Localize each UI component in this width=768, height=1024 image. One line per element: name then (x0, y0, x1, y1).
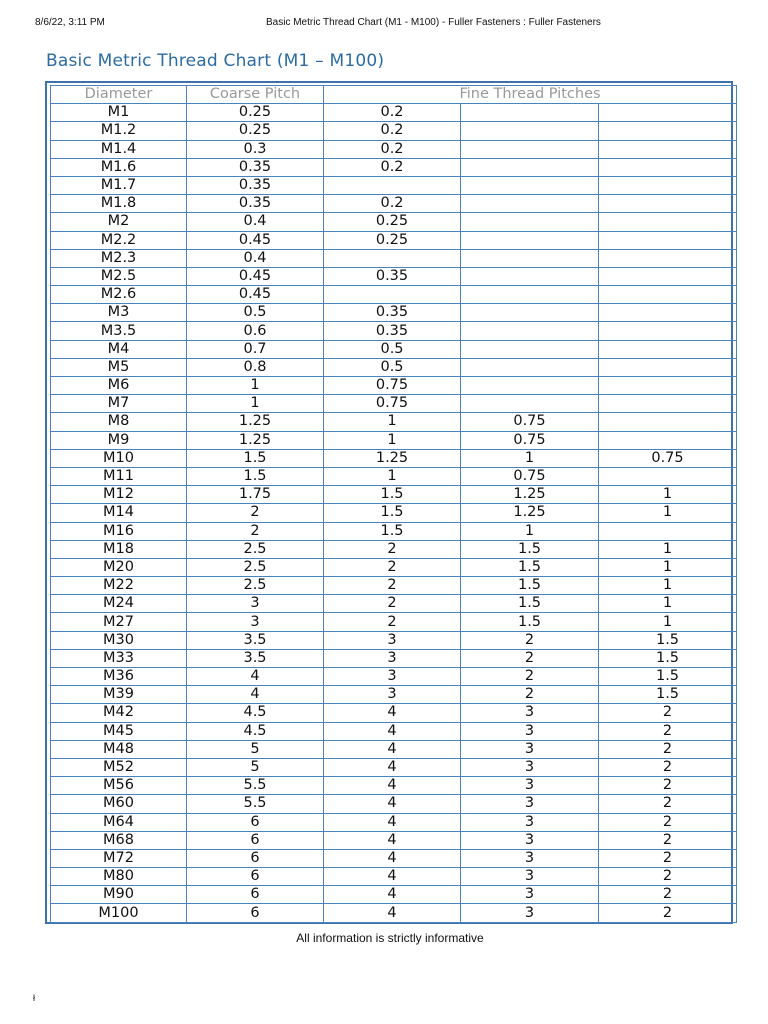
cell-fine-pitch-2 (461, 122, 599, 140)
cell-fine-pitch-1: 4 (324, 886, 461, 904)
cell-fine-pitch-2: 0.75 (461, 413, 599, 431)
cell-fine-pitch-1: 0.25 (324, 213, 461, 231)
cell-diameter: M30 (51, 631, 187, 649)
cell-coarse-pitch: 2.5 (187, 540, 324, 558)
table-row (51, 104, 737, 122)
cell-fine-pitch-1: 0.35 (324, 267, 461, 285)
table-row (51, 358, 737, 376)
cell-coarse-pitch: 1.5 (187, 449, 324, 467)
cell-fine-pitch-1: 4 (324, 849, 461, 867)
cell-fine-pitch-3: 2 (599, 722, 737, 740)
cell-fine-pitch-1: 0.5 (324, 358, 461, 376)
table-row (51, 504, 737, 522)
cell-fine-pitch-3 (599, 304, 737, 322)
footer-note: All information is strictly informative (296, 931, 484, 945)
cell-fine-pitch-1: 4 (324, 813, 461, 831)
cell-fine-pitch-3: 2 (599, 849, 737, 867)
cell-fine-pitch-1: 3 (324, 649, 461, 667)
cell-fine-pitch-2 (461, 340, 599, 358)
cell-diameter: M16 (51, 522, 187, 540)
cell-fine-pitch-3 (599, 249, 737, 267)
table-row (51, 540, 737, 558)
cell-fine-pitch-1: 4 (324, 777, 461, 795)
cell-fine-pitch-1: 4 (324, 704, 461, 722)
cell-diameter: M72 (51, 849, 187, 867)
corner-mark: ł (33, 993, 35, 1003)
cell-fine-pitch-2 (461, 304, 599, 322)
cell-fine-pitch-2: 1 (461, 522, 599, 540)
cell-diameter: M80 (51, 868, 187, 886)
cell-fine-pitch-3 (599, 122, 737, 140)
table-row (51, 176, 737, 194)
cell-fine-pitch-3: 1 (599, 558, 737, 576)
cell-fine-pitch-3 (599, 467, 737, 485)
cell-diameter: M1.8 (51, 195, 187, 213)
page-title: Basic Metric Thread Chart (M1 – M100) (46, 51, 385, 71)
cell-fine-pitch-1: 4 (324, 722, 461, 740)
cell-coarse-pitch: 0.35 (187, 158, 324, 176)
cell-coarse-pitch: 1 (187, 377, 324, 395)
cell-fine-pitch-3 (599, 158, 737, 176)
cell-coarse-pitch: 0.4 (187, 249, 324, 267)
cell-fine-pitch-2 (461, 158, 599, 176)
table-row (51, 158, 737, 176)
cell-diameter: M90 (51, 886, 187, 904)
cell-fine-pitch-2: 1.5 (461, 595, 599, 613)
cell-coarse-pitch: 2.5 (187, 577, 324, 595)
cell-fine-pitch-1: 0.75 (324, 377, 461, 395)
cell-fine-pitch-2: 3 (461, 758, 599, 776)
cell-fine-pitch-2 (461, 195, 599, 213)
cell-coarse-pitch: 1.5 (187, 467, 324, 485)
cell-coarse-pitch: 0.8 (187, 358, 324, 376)
header-fine-thread-pitches: Fine Thread Pitches (324, 86, 737, 104)
table-body (51, 104, 737, 922)
cell-fine-pitch-2: 3 (461, 904, 599, 922)
table-row (51, 304, 737, 322)
table-row (51, 286, 737, 304)
cell-coarse-pitch: 4 (187, 668, 324, 686)
cell-fine-pitch-1: 1.5 (324, 522, 461, 540)
cell-fine-pitch-2: 3 (461, 777, 599, 795)
cell-coarse-pitch: 6 (187, 813, 324, 831)
cell-diameter: M42 (51, 704, 187, 722)
cell-fine-pitch-1: 0.2 (324, 122, 461, 140)
cell-fine-pitch-2: 1.5 (461, 613, 599, 631)
cell-fine-pitch-3: 1 (599, 540, 737, 558)
cell-fine-pitch-1 (324, 286, 461, 304)
cell-fine-pitch-1: 0.2 (324, 158, 461, 176)
cell-fine-pitch-2: 1 (461, 449, 599, 467)
cell-fine-pitch-3 (599, 358, 737, 376)
cell-fine-pitch-3: 2 (599, 758, 737, 776)
table-row (51, 813, 737, 831)
table-row (51, 449, 737, 467)
cell-fine-pitch-2: 3 (461, 813, 599, 831)
cell-diameter: M6 (51, 377, 187, 395)
cell-fine-pitch-2: 3 (461, 795, 599, 813)
cell-fine-pitch-2: 3 (461, 849, 599, 867)
cell-fine-pitch-3: 1 (599, 486, 737, 504)
cell-diameter: M68 (51, 831, 187, 849)
cell-coarse-pitch: 3.5 (187, 649, 324, 667)
cell-fine-pitch-2: 0.75 (461, 467, 599, 485)
cell-fine-pitch-1: 1 (324, 413, 461, 431)
cell-coarse-pitch: 5 (187, 758, 324, 776)
cell-fine-pitch-3 (599, 104, 737, 122)
cell-fine-pitch-3 (599, 231, 737, 249)
cell-diameter: M45 (51, 722, 187, 740)
cell-fine-pitch-2 (461, 213, 599, 231)
cell-fine-pitch-3: 1 (599, 504, 737, 522)
cell-diameter: M11 (51, 467, 187, 485)
cell-fine-pitch-2: 1.5 (461, 558, 599, 576)
cell-coarse-pitch: 0.4 (187, 213, 324, 231)
cell-fine-pitch-2: 3 (461, 704, 599, 722)
cell-fine-pitch-1: 4 (324, 868, 461, 886)
cell-fine-pitch-2: 3 (461, 831, 599, 849)
cell-fine-pitch-3 (599, 195, 737, 213)
table-row (51, 722, 737, 740)
cell-diameter: M27 (51, 613, 187, 631)
cell-fine-pitch-2 (461, 231, 599, 249)
cell-diameter: M24 (51, 595, 187, 613)
table-row (51, 740, 737, 758)
table-row (51, 322, 737, 340)
cell-fine-pitch-3 (599, 286, 737, 304)
cell-fine-pitch-3 (599, 340, 737, 358)
cell-fine-pitch-3: 1.5 (599, 631, 737, 649)
cell-fine-pitch-2 (461, 358, 599, 376)
header-diameter: Diameter (51, 86, 187, 104)
cell-coarse-pitch: 5.5 (187, 795, 324, 813)
cell-diameter: M18 (51, 540, 187, 558)
cell-fine-pitch-1: 2 (324, 540, 461, 558)
cell-fine-pitch-3 (599, 213, 737, 231)
cell-fine-pitch-1: 2 (324, 577, 461, 595)
table-row (51, 795, 737, 813)
cell-fine-pitch-3: 1.5 (599, 668, 737, 686)
cell-diameter: M2.3 (51, 249, 187, 267)
cell-coarse-pitch: 3 (187, 613, 324, 631)
cell-fine-pitch-3: 1 (599, 577, 737, 595)
cell-fine-pitch-3: 2 (599, 904, 737, 922)
cell-coarse-pitch: 0.45 (187, 286, 324, 304)
table-row (51, 231, 737, 249)
cell-diameter: M7 (51, 395, 187, 413)
cell-diameter: M39 (51, 686, 187, 704)
cell-coarse-pitch: 2 (187, 504, 324, 522)
table-row (51, 486, 737, 504)
cell-fine-pitch-2: 2 (461, 686, 599, 704)
cell-coarse-pitch: 2.5 (187, 558, 324, 576)
cell-fine-pitch-3: 2 (599, 740, 737, 758)
header-coarse-pitch: Coarse Pitch (187, 86, 324, 104)
cell-coarse-pitch: 3 (187, 595, 324, 613)
cell-coarse-pitch: 0.35 (187, 195, 324, 213)
cell-fine-pitch-1: 4 (324, 904, 461, 922)
cell-fine-pitch-2: 3 (461, 722, 599, 740)
cell-diameter: M2 (51, 213, 187, 231)
table-row (51, 467, 737, 485)
cell-fine-pitch-2: 2 (461, 631, 599, 649)
cell-diameter: M100 (51, 904, 187, 922)
cell-coarse-pitch: 6 (187, 868, 324, 886)
cell-coarse-pitch: 0.25 (187, 122, 324, 140)
cell-coarse-pitch: 5 (187, 740, 324, 758)
table-row (51, 267, 737, 285)
cell-diameter: M2.2 (51, 231, 187, 249)
cell-coarse-pitch: 1.25 (187, 413, 324, 431)
cell-coarse-pitch: 6 (187, 849, 324, 867)
cell-diameter: M33 (51, 649, 187, 667)
cell-coarse-pitch: 4 (187, 686, 324, 704)
cell-diameter: M2.5 (51, 267, 187, 285)
cell-coarse-pitch: 1 (187, 395, 324, 413)
cell-diameter: M1.6 (51, 158, 187, 176)
cell-fine-pitch-1: 0.2 (324, 104, 461, 122)
table-row (51, 577, 737, 595)
table-row (51, 668, 737, 686)
cell-fine-pitch-3: 2 (599, 795, 737, 813)
cell-fine-pitch-1: 2 (324, 595, 461, 613)
cell-fine-pitch-3: 2 (599, 886, 737, 904)
cell-fine-pitch-1 (324, 249, 461, 267)
cell-coarse-pitch: 2 (187, 522, 324, 540)
cell-diameter: M4 (51, 340, 187, 358)
table-row (51, 613, 737, 631)
cell-fine-pitch-1 (324, 176, 461, 194)
table-row (51, 122, 737, 140)
table-row (51, 413, 737, 431)
cell-fine-pitch-2 (461, 377, 599, 395)
cell-fine-pitch-2 (461, 286, 599, 304)
cell-diameter: M56 (51, 777, 187, 795)
table-row (51, 558, 737, 576)
cell-fine-pitch-2: 0.75 (461, 431, 599, 449)
cell-diameter: M60 (51, 795, 187, 813)
cell-fine-pitch-1: 2 (324, 613, 461, 631)
cell-fine-pitch-2: 1.25 (461, 504, 599, 522)
cell-coarse-pitch: 6 (187, 904, 324, 922)
cell-diameter: M3 (51, 304, 187, 322)
cell-diameter: M8 (51, 413, 187, 431)
cell-fine-pitch-3 (599, 413, 737, 431)
cell-fine-pitch-1: 0.2 (324, 140, 461, 158)
cell-coarse-pitch: 1.25 (187, 431, 324, 449)
cell-fine-pitch-3: 2 (599, 813, 737, 831)
table-row (51, 340, 737, 358)
cell-fine-pitch-3: 2 (599, 831, 737, 849)
table-row (51, 195, 737, 213)
thread-chart-table (50, 85, 737, 923)
table-row (51, 849, 737, 867)
table-row (51, 868, 737, 886)
table-row (51, 758, 737, 776)
cell-fine-pitch-1: 2 (324, 558, 461, 576)
cell-fine-pitch-2: 2 (461, 668, 599, 686)
cell-fine-pitch-2: 3 (461, 740, 599, 758)
cell-fine-pitch-1: 0.2 (324, 195, 461, 213)
cell-fine-pitch-1: 4 (324, 831, 461, 849)
cell-diameter: M1.4 (51, 140, 187, 158)
cell-fine-pitch-1: 4 (324, 795, 461, 813)
cell-fine-pitch-2 (461, 249, 599, 267)
table-row (51, 886, 737, 904)
cell-fine-pitch-1: 0.25 (324, 231, 461, 249)
table-row (51, 249, 737, 267)
table-row (51, 431, 737, 449)
cell-diameter: M1.2 (51, 122, 187, 140)
cell-fine-pitch-1: 1.25 (324, 449, 461, 467)
print-date: 8/6/22, 3:11 PM (35, 17, 105, 28)
table-row (51, 704, 737, 722)
table-row (51, 831, 737, 849)
cell-fine-pitch-2: 1.5 (461, 540, 599, 558)
table-row (51, 777, 737, 795)
cell-fine-pitch-2: 1.25 (461, 486, 599, 504)
cell-fine-pitch-1: 4 (324, 758, 461, 776)
table-row (51, 522, 737, 540)
table-row (51, 213, 737, 231)
cell-diameter: M36 (51, 668, 187, 686)
cell-fine-pitch-3: 1.5 (599, 686, 737, 704)
cell-fine-pitch-3 (599, 377, 737, 395)
table-row (51, 649, 737, 667)
cell-fine-pitch-1: 1 (324, 467, 461, 485)
cell-diameter: M2.6 (51, 286, 187, 304)
cell-fine-pitch-3: 2 (599, 777, 737, 795)
cell-fine-pitch-2: 3 (461, 886, 599, 904)
cell-diameter: M22 (51, 577, 187, 595)
cell-diameter: M1.7 (51, 176, 187, 194)
cell-fine-pitch-3: 0.75 (599, 449, 737, 467)
cell-fine-pitch-2 (461, 322, 599, 340)
cell-fine-pitch-1: 0.75 (324, 395, 461, 413)
cell-fine-pitch-1: 4 (324, 740, 461, 758)
cell-fine-pitch-2 (461, 267, 599, 285)
cell-fine-pitch-2: 2 (461, 649, 599, 667)
cell-fine-pitch-2: 1.5 (461, 577, 599, 595)
cell-fine-pitch-1: 3 (324, 631, 461, 649)
cell-fine-pitch-1: 3 (324, 686, 461, 704)
cell-diameter: M1 (51, 104, 187, 122)
cell-fine-pitch-1: 0.5 (324, 340, 461, 358)
cell-fine-pitch-2 (461, 140, 599, 158)
cell-fine-pitch-3 (599, 522, 737, 540)
cell-coarse-pitch: 4.5 (187, 722, 324, 740)
cell-coarse-pitch: 6 (187, 831, 324, 849)
cell-coarse-pitch: 0.45 (187, 231, 324, 249)
table-row (51, 631, 737, 649)
cell-fine-pitch-2 (461, 395, 599, 413)
cell-diameter: M14 (51, 504, 187, 522)
cell-fine-pitch-3 (599, 267, 737, 285)
cell-coarse-pitch: 5.5 (187, 777, 324, 795)
table-row (51, 395, 737, 413)
cell-coarse-pitch: 0.3 (187, 140, 324, 158)
cell-diameter: M52 (51, 758, 187, 776)
cell-coarse-pitch: 0.7 (187, 340, 324, 358)
table-row (51, 595, 737, 613)
cell-coarse-pitch: 3.5 (187, 631, 324, 649)
cell-fine-pitch-3: 1 (599, 595, 737, 613)
cell-diameter: M12 (51, 486, 187, 504)
cell-diameter: M48 (51, 740, 187, 758)
cell-coarse-pitch: 0.25 (187, 104, 324, 122)
cell-diameter: M10 (51, 449, 187, 467)
cell-diameter: M20 (51, 558, 187, 576)
cell-fine-pitch-1: 3 (324, 668, 461, 686)
print-header (0, 17, 768, 31)
cell-diameter: M5 (51, 358, 187, 376)
cell-coarse-pitch: 6 (187, 886, 324, 904)
table-row (51, 686, 737, 704)
cell-coarse-pitch: 0.35 (187, 176, 324, 194)
print-page-title: Basic Metric Thread Chart (M1 - M100) - Fuller Fasteners : Fuller Fasteners (266, 17, 601, 28)
cell-fine-pitch-1: 1 (324, 431, 461, 449)
cell-fine-pitch-3 (599, 431, 737, 449)
cell-fine-pitch-2 (461, 176, 599, 194)
cell-fine-pitch-3: 2 (599, 704, 737, 722)
cell-diameter: M64 (51, 813, 187, 831)
table-header-row (51, 86, 737, 104)
cell-coarse-pitch: 0.6 (187, 322, 324, 340)
table-row (51, 904, 737, 922)
cell-fine-pitch-3: 1 (599, 613, 737, 631)
cell-fine-pitch-2 (461, 104, 599, 122)
cell-diameter: M3.5 (51, 322, 187, 340)
cell-fine-pitch-3 (599, 176, 737, 194)
cell-coarse-pitch: 4.5 (187, 704, 324, 722)
cell-fine-pitch-3: 2 (599, 868, 737, 886)
cell-fine-pitch-3 (599, 322, 737, 340)
cell-coarse-pitch: 0.45 (187, 267, 324, 285)
cell-fine-pitch-1: 0.35 (324, 304, 461, 322)
cell-fine-pitch-3 (599, 395, 737, 413)
cell-fine-pitch-3 (599, 140, 737, 158)
table-row (51, 140, 737, 158)
cell-fine-pitch-3: 1.5 (599, 649, 737, 667)
thread-chart-frame (45, 81, 733, 924)
cell-fine-pitch-2: 3 (461, 868, 599, 886)
cell-fine-pitch-1: 1.5 (324, 486, 461, 504)
table-row (51, 377, 737, 395)
cell-fine-pitch-1: 1.5 (324, 504, 461, 522)
cell-diameter: M9 (51, 431, 187, 449)
cell-coarse-pitch: 1.75 (187, 486, 324, 504)
cell-coarse-pitch: 0.5 (187, 304, 324, 322)
cell-fine-pitch-1: 0.35 (324, 322, 461, 340)
